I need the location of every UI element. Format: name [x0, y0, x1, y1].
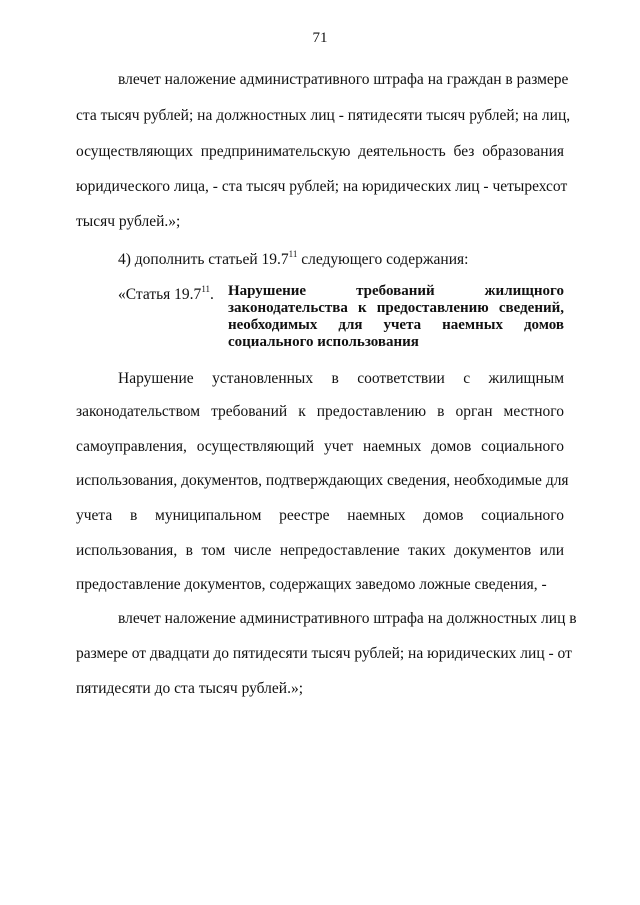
article-label-prefix: «Статья 19.7: [118, 286, 202, 303]
article-heading-line-2: законодательства к предоставлению сведений,: [228, 300, 564, 316]
article-heading-line-3: необходимых для учета наемных домов: [228, 317, 564, 333]
article-heading-line-4: социального использования: [228, 334, 419, 350]
article-label-sup: 11: [201, 284, 210, 294]
item-4-prefix: 4) дополнить статьей 19.7: [118, 251, 289, 268]
paragraph-3-line-2: размере от двадцати до пятидесяти тысяч рублей; на юридических лиц - от: [76, 645, 572, 662]
article-label: [118, 279, 214, 305]
article-heading-line-1: Нарушение требований жилищного: [228, 283, 564, 299]
paragraph-1-line-5: тысяч рублей.»;: [76, 213, 181, 230]
paragraph-1-line-4: юридического лица, - ста тысяч рублей; на юридических лиц - четырехсот: [76, 178, 568, 195]
article-label-suffix: .: [209, 286, 214, 303]
paragraph-2-line-6: использования, в том числе непредоставление таких документов или: [76, 542, 564, 559]
paragraph-2-line-3: самоуправления, осуществляющий учет наемных домов социального: [76, 438, 564, 455]
item-4-suffix: следующего содержания:: [297, 251, 469, 268]
paragraph-2-line-5: учета в муниципальном реестре наемных домов социального: [76, 507, 564, 524]
paragraph-2-line-1: Нарушение установленных в соответствии с жилищным: [118, 370, 564, 387]
paragraph-3-line-1: влечет наложение административного штрафа на должностных лиц в: [118, 610, 577, 627]
paragraph-1-line-1: влечет наложение административного штрафа на граждан в размере: [118, 71, 569, 88]
page-number: 71: [312, 30, 328, 46]
item-4-sup: 11: [288, 249, 298, 259]
item-4-line: [118, 244, 468, 270]
paragraph-1-line-3: осуществляющих предпринимательскую деятельность без образования: [76, 143, 564, 160]
paragraph-2-line-2: законодательством требований к предоставлению в орган местного: [76, 403, 564, 420]
paragraph-3-line-3: пятидесяти до ста тысяч рублей.»;: [76, 680, 304, 697]
paragraph-2-line-4: использования, документов, подтверждающих сведения, необходимые для: [76, 472, 569, 489]
paragraph-1-line-2: ста тысяч рублей; на должностных лиц - пятидесяти тысяч рублей; на лиц,: [76, 107, 571, 124]
paragraph-2-line-7: предоставление документов, содержащих заведомо ложные сведения, -: [76, 576, 547, 593]
